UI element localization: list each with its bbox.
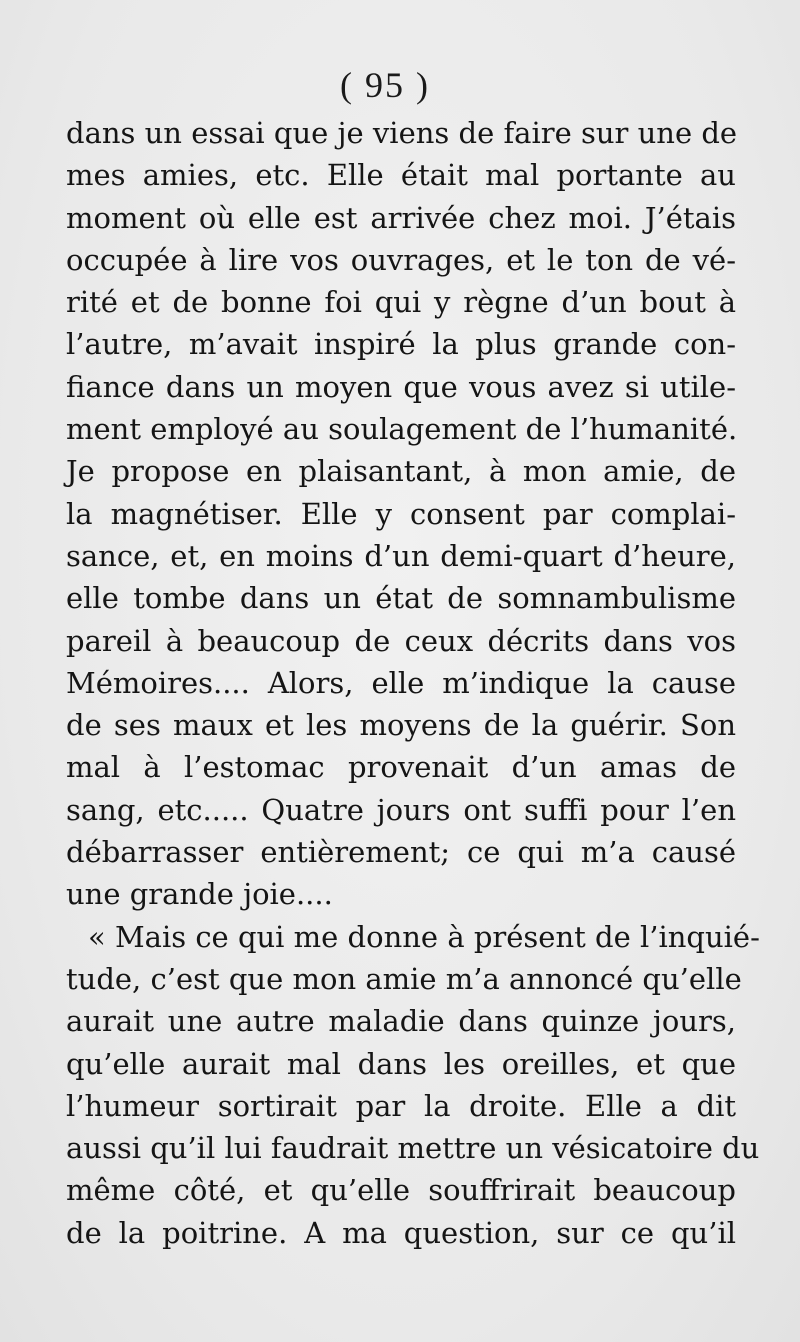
text-line: tude, c’est que mon amie m’a annoncé qu’elle — [66, 961, 742, 996]
text-line: même côté, et qu’elle souffrirait beaucoup — [66, 1173, 736, 1208]
text-line: dans un essai que je viens de faire sur une de — [66, 116, 738, 150]
page-number: ( 95 ) — [340, 65, 430, 105]
text-line: l’autre, m’avait inspiré la plus grande con- — [66, 327, 736, 362]
text-line: de ses maux et les moyens de la guérir. Son — [66, 708, 736, 743]
text-line: pareil à beaucoup de ceux décrits dans vos — [66, 623, 736, 658]
text-line: elle tombe dans un état de somnambulisme — [66, 581, 736, 616]
text-line: rité et de bonne foi qui y règne d’un bout à — [66, 285, 736, 320]
text-line: l’humeur sortirait par la droite. Elle a dit — [66, 1088, 736, 1123]
text-line: aurait une autre maladie dans quinze jours, — [66, 1004, 736, 1039]
text-line: de la poitrine. A ma question, sur ce qu’il — [66, 1215, 736, 1250]
text-line: Mémoires.... Alors, elle m’indique la cause — [66, 665, 736, 700]
text-line: débarrasser entièrement; ce qui m’a causé — [66, 835, 736, 870]
text-line: sance, et, en moins d’un demi-quart d’heure, — [66, 538, 736, 573]
text-line: ment employé au soulagement de l’humanité. — [66, 412, 738, 447]
text-line: fiance dans un moyen que vous avez si utile- — [66, 369, 736, 404]
text-line: mal à l’estomac provenait d’un amas de — [66, 750, 736, 785]
text-line: la magnétiser. Elle y consent par complai- — [66, 496, 736, 531]
body-text — [66, 112, 760, 1254]
text-line: moment où elle est arrivée chez moi. J’étais — [66, 200, 736, 235]
text-line: occupée à lire vos ouvrages, et le ton de vé- — [66, 242, 736, 277]
text-line: sang, etc..... Quatre jours ont suffi pour l’en — [66, 792, 736, 827]
text-line: « Mais ce qui me donne à présent de l’inquié- — [88, 919, 760, 954]
text-line: qu’elle aurait mal dans les oreilles, et que — [66, 1046, 736, 1081]
text-line: aussi qu’il lui faudrait mettre un vésicatoire du — [66, 1131, 760, 1166]
text-line: Je propose en plaisantant, à mon amie, de — [66, 454, 736, 489]
text-line: mes amies, etc. Elle était mal portante au — [66, 158, 736, 193]
text-line: une grande joie.... — [66, 877, 333, 912]
